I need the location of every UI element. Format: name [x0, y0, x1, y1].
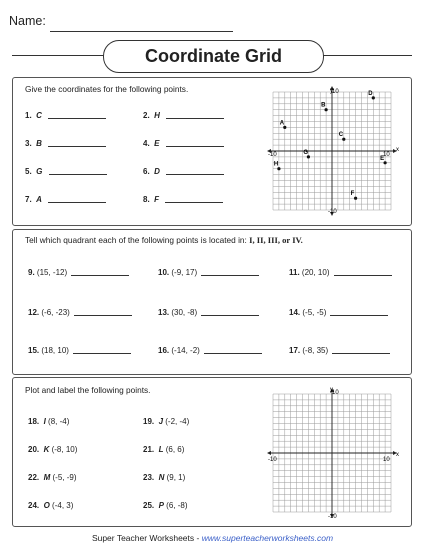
point-label-g: G [303, 149, 309, 156]
answer-blank[interactable] [201, 275, 259, 276]
question-9 [28, 268, 129, 277]
point-letter: I [43, 417, 46, 426]
point-letter: D [154, 167, 160, 176]
question-number: 17. [289, 346, 301, 355]
section2-instruction-quadrants: I, II, III, or IV. [249, 235, 303, 245]
question-number: 21. [143, 445, 155, 454]
answer-blank[interactable] [166, 118, 224, 119]
question-2 [143, 111, 224, 120]
x-axis-min-label: -10 [268, 152, 277, 158]
question-6 [143, 167, 224, 176]
grid-axes [267, 388, 397, 518]
y-axis-min-label: -10 [328, 514, 337, 520]
question-8 [143, 195, 223, 204]
answer-blank[interactable] [166, 174, 224, 175]
footer-link[interactable]: www.superteacherworksheets.com [201, 533, 334, 543]
name-blank-line[interactable] [50, 31, 233, 32]
point-letter: A [36, 195, 42, 204]
section1-instruction: Give the coordinates for the following points. [25, 84, 189, 94]
name-label: Name: [9, 14, 46, 28]
point-label-h: H [273, 161, 279, 168]
question-number: 24. [28, 501, 40, 510]
coordinate-pair: (-9, 17) [171, 268, 198, 277]
coordinate-pair: (-5, -9) [52, 473, 77, 482]
point-label-e: E [380, 155, 385, 162]
x-axis-label: x [396, 452, 399, 458]
point-letter: J [158, 417, 164, 426]
question-19 [143, 417, 189, 426]
answer-blank[interactable] [48, 118, 106, 119]
question-13 [158, 308, 259, 317]
question-25 [143, 501, 188, 510]
point-letter: N [158, 473, 165, 482]
question-7 [25, 195, 106, 204]
question-number: 19. [143, 417, 155, 426]
question-number: 3. [25, 139, 32, 148]
answer-blank[interactable] [165, 202, 223, 203]
question-21 [143, 445, 184, 454]
coordinate-pair: (15, -12) [36, 268, 68, 277]
question-1 [25, 111, 106, 120]
answer-blank[interactable] [49, 174, 107, 175]
grid-axes [267, 86, 397, 216]
answer-blank[interactable] [330, 315, 388, 316]
page-title: Coordinate Grid [103, 40, 324, 73]
x-axis-max-label: 10 [383, 152, 390, 158]
x-axis-min-label: -10 [268, 457, 277, 463]
question-number: 23. [143, 473, 155, 482]
coordinate-pair: (30, -8) [171, 308, 198, 317]
question-10 [158, 268, 259, 277]
point-letter: C [36, 111, 42, 120]
x-axis-label: x [396, 147, 399, 153]
question-number: 9. [28, 268, 35, 277]
point-letter: L [158, 445, 164, 454]
y-axis-max-label: 10 [332, 390, 339, 396]
question-14 [289, 308, 388, 317]
question-number: 20. [28, 445, 40, 454]
footer-text: Super Teacher Worksheets - [91, 533, 202, 543]
question-number: 7. [25, 195, 32, 204]
question-number: 25. [143, 501, 155, 510]
question-24 [28, 501, 73, 510]
coordinate-pair: (6, -8) [166, 501, 188, 510]
coordinate-pair: (-6, -23) [41, 308, 70, 317]
answer-blank[interactable] [201, 315, 259, 316]
point-letter: H [154, 111, 160, 120]
point-letter: G [36, 167, 43, 176]
question-number: 10. [158, 268, 170, 277]
question-number: 15. [28, 346, 40, 355]
question-number: 22. [28, 473, 40, 482]
question-number: 18. [28, 417, 40, 426]
point-label-d: D [368, 90, 373, 97]
answer-blank[interactable] [334, 275, 392, 276]
point-letter: M [43, 473, 51, 482]
section3-instruction: Plot and label the following points. [25, 385, 151, 395]
point-letter: E [154, 139, 160, 148]
question-11 [289, 268, 392, 277]
question-12 [28, 308, 132, 317]
point-letter: B [36, 139, 42, 148]
coordinate-pair: (-8, 10) [51, 445, 78, 454]
question-number: 4. [143, 139, 150, 148]
question-22 [28, 473, 76, 482]
answer-blank[interactable] [71, 275, 129, 276]
coordinate-grid-plot[interactable] [262, 381, 404, 523]
coordinate-pair: (18, 10) [41, 346, 69, 355]
footer [0, 533, 425, 543]
point-letter: P [158, 501, 164, 510]
coordinate-pair: (20, 10) [301, 268, 330, 277]
question-number: 8. [143, 195, 150, 204]
y-axis-label: y [330, 387, 333, 393]
question-20 [28, 445, 77, 454]
question-number: 2. [143, 111, 150, 120]
point-label-a: A [279, 120, 285, 127]
x-axis-max-label: 10 [383, 457, 390, 463]
point-label-c: C [338, 132, 344, 139]
coordinate-pair: (-8, 35) [302, 346, 329, 355]
point-letter: F [154, 195, 160, 204]
point-letter: O [43, 501, 50, 510]
coordinate-pair: (-4, 3) [52, 501, 74, 510]
question-number: 1. [25, 111, 32, 120]
x-axis-arrow-left [267, 451, 271, 455]
question-18 [28, 417, 69, 426]
question-number: 11. [289, 268, 300, 277]
question-number: 16. [158, 346, 170, 355]
y-axis-min-label: -10 [328, 209, 337, 215]
question-23 [143, 473, 185, 482]
question-number: 13. [158, 308, 170, 317]
question-number: 14. [289, 308, 301, 317]
point-letter: K [43, 445, 50, 454]
section2-instruction-prefix: Tell which quadrant each of the following points is located in: [25, 235, 250, 245]
question-17 [289, 346, 390, 355]
answer-blank[interactable] [48, 146, 106, 147]
question-number: 5. [25, 167, 32, 176]
coordinate-grid-points [262, 82, 404, 220]
question-4 [143, 139, 224, 148]
answer-blank[interactable] [332, 353, 390, 354]
answer-blank[interactable] [48, 202, 106, 203]
point-f [354, 197, 357, 200]
answer-blank[interactable] [73, 353, 131, 354]
coordinate-pair: (-14, -2) [171, 346, 200, 355]
answer-blank[interactable] [166, 146, 224, 147]
y-axis-max-label: 10 [332, 89, 339, 95]
point-label-f: F [350, 191, 355, 198]
question-5 [25, 167, 107, 176]
coordinate-pair: (-5, -5) [302, 308, 327, 317]
coordinate-pair: (9, 1) [166, 473, 186, 482]
answer-blank[interactable] [204, 353, 262, 354]
question-16 [158, 346, 262, 355]
question-15 [28, 346, 131, 355]
y-axis-label: y [330, 88, 333, 94]
section2-instruction [25, 235, 303, 245]
coordinate-pair: (8, -4) [48, 417, 70, 426]
answer-blank[interactable] [74, 315, 132, 316]
question-number: 12. [28, 308, 40, 317]
coordinate-pair: (-2, -4) [165, 417, 190, 426]
question-number: 6. [143, 167, 150, 176]
point-label-b: B [321, 102, 326, 109]
question-3 [25, 139, 106, 148]
coordinate-pair: (6, 6) [165, 445, 185, 454]
